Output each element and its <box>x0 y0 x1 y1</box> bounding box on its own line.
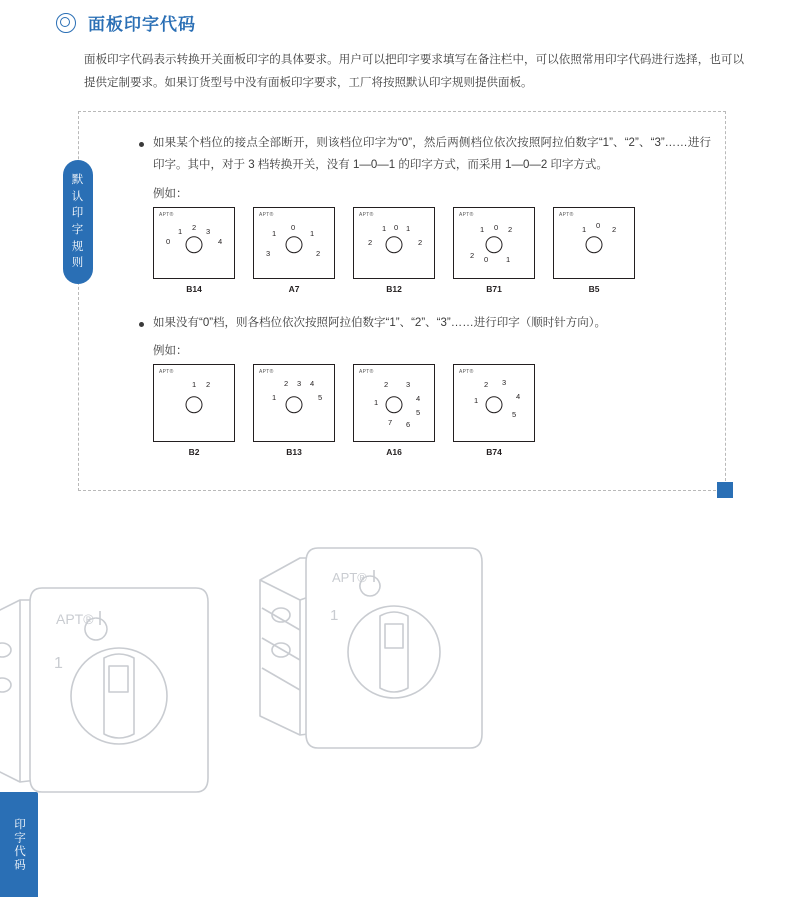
panel-number: 4 <box>218 236 223 246</box>
rule-item <box>139 312 711 334</box>
panel-number: 1 <box>310 228 315 238</box>
knob-icon <box>186 236 203 253</box>
panel-code: B13 <box>286 447 302 458</box>
svg-text:APT®: APT® <box>332 570 367 585</box>
panel-number: 0 <box>484 254 489 264</box>
panel-number: 2 <box>284 379 289 389</box>
panel-code: B14 <box>186 283 202 294</box>
panel-card <box>253 207 335 294</box>
bullet-dot-icon <box>139 322 144 327</box>
side-tab-default-print-rule <box>63 160 93 284</box>
panel-number: 4 <box>416 394 421 404</box>
panel-code: B12 <box>386 283 402 294</box>
panel-number: 3 <box>502 378 507 388</box>
knob-icon <box>586 236 603 253</box>
side-tab-char: 印 <box>71 207 85 220</box>
side-tab-char: 则 <box>71 257 85 270</box>
knob-icon <box>186 396 203 413</box>
panel-number: 6 <box>406 420 411 430</box>
panel-number: 4 <box>310 379 315 389</box>
panel-number: 1 <box>272 393 277 403</box>
panel-number: 2 <box>612 224 617 234</box>
brand-label: APT® <box>159 369 174 376</box>
svg-text:APT®: APT® <box>56 611 94 627</box>
double-circle-icon <box>56 13 76 33</box>
panel-number: 1 <box>374 398 379 408</box>
panel-face <box>253 364 335 442</box>
bullet-dot-icon <box>139 142 144 147</box>
panel-code: A7 <box>288 283 300 294</box>
side-tab-char: 规 <box>71 240 85 253</box>
panel-number: 2 <box>192 222 197 232</box>
panel-number: 0 <box>291 222 296 232</box>
panel-number: 3 <box>206 226 211 236</box>
brand-label: APT® <box>359 211 374 218</box>
panel-number: 2 <box>418 237 423 247</box>
svg-text:1: 1 <box>54 655 63 672</box>
panel-number: 2 <box>508 224 513 234</box>
panel-face <box>553 207 635 279</box>
panel-number: 0 <box>394 222 399 232</box>
panel-number: 2 <box>368 237 373 247</box>
knob-icon <box>486 236 503 253</box>
knob-icon <box>386 236 403 253</box>
panel-number: 5 <box>512 410 517 420</box>
panel-number: 1 <box>178 226 183 236</box>
panel-face <box>453 207 535 279</box>
example-label: 例如： <box>153 345 188 358</box>
brand-label: APT® <box>159 211 174 218</box>
page-header <box>0 0 790 35</box>
panel-card <box>253 364 335 457</box>
panel-face <box>153 207 235 279</box>
panel-code: B2 <box>188 447 200 458</box>
brand-label: APT® <box>359 369 374 376</box>
panel-number: 1 <box>506 254 511 264</box>
panel-card <box>353 364 435 457</box>
panel-number: 1 <box>272 228 277 238</box>
rules-container <box>71 111 726 491</box>
panel-number: 3 <box>297 379 302 389</box>
panel-number: 2 <box>470 250 475 260</box>
side-tab-char: 字 <box>71 224 85 237</box>
panel-number: 5 <box>416 408 421 418</box>
product-illustration <box>0 520 790 897</box>
panel-number: 1 <box>382 223 387 233</box>
panel-card <box>153 207 235 294</box>
panel-number: 2 <box>484 380 489 390</box>
panel-card <box>553 207 635 294</box>
panel-card <box>153 364 235 457</box>
switch-line-drawing <box>0 520 790 897</box>
panel-card <box>353 207 435 294</box>
rule-item <box>139 132 711 177</box>
decorative-square <box>717 482 733 498</box>
panel-row-group1 <box>153 207 711 294</box>
panel-code: B5 <box>588 283 600 294</box>
panel-code: B71 <box>486 283 502 294</box>
panel-number: 1 <box>192 380 197 390</box>
panel-number: 1 <box>480 224 485 234</box>
page-title: 面板印字代码 <box>88 15 196 34</box>
panel-number: 2 <box>316 248 321 258</box>
panel-number: 3 <box>406 380 411 390</box>
panel-face <box>453 364 535 442</box>
rule-text: 如果某个档位的接点全部断开，则该档位印字为“0”，然后两侧档位依次按照阿拉伯数字“1”、“2”、“3”……进行印字。其中，对于 3 档转换开关，没有 1—0—1 的印字方式，而采用 1—0—2 印字方式。 <box>153 137 711 172</box>
panel-number: 5 <box>318 393 323 403</box>
knob-icon <box>286 396 303 413</box>
panel-code: A16 <box>386 447 402 458</box>
panel-face <box>353 364 435 442</box>
panel-number: 2 <box>206 380 211 390</box>
knob-icon <box>386 396 403 413</box>
panel-number: 7 <box>388 418 393 428</box>
panel-number: 0 <box>166 236 171 246</box>
panel-face <box>153 364 235 442</box>
svg-text:1: 1 <box>330 607 339 624</box>
knob-icon <box>486 396 503 413</box>
panel-face <box>353 207 435 279</box>
panel-face <box>253 207 335 279</box>
panel-row-group2 <box>153 364 711 457</box>
panel-number: 1 <box>406 223 411 233</box>
brand-label: APT® <box>259 211 274 218</box>
panel-number: 3 <box>266 248 271 258</box>
panel-number: 1 <box>474 396 479 406</box>
panel-number: 4 <box>516 392 521 402</box>
footer-section-tab-label: 印字代码 <box>13 817 25 872</box>
rule-text: 如果没有“0”档，则各档位依次按照阿拉伯数字“1”、“2”、“3”……进行印字（顺时针方向）。 <box>153 316 606 329</box>
brand-label: APT® <box>259 369 274 376</box>
intro-paragraph: 面板印字代码表示转换开关面板印字的具体要求。用户可以把印字要求填写在备注栏中，可以依照常用印字代码进行选择，也可以提供定制要求。如果订货型号中没有面板印字要求，工厂将按照默认印字规则提供面板。 <box>84 54 744 89</box>
brand-label: APT® <box>459 369 474 376</box>
example-label: 例如： <box>153 187 188 200</box>
side-tab-char: 认 <box>71 190 85 203</box>
brand-label: APT® <box>459 211 474 218</box>
panel-number: 2 <box>384 380 389 390</box>
panel-number: 0 <box>494 222 499 232</box>
footer-section-tab <box>0 792 38 897</box>
knob-icon <box>286 236 303 253</box>
panel-card <box>453 364 535 457</box>
side-tab-char: 默 <box>71 174 85 186</box>
panel-code: B74 <box>486 447 502 458</box>
brand-label: APT® <box>559 211 574 218</box>
panel-number: 0 <box>596 220 601 230</box>
panel-card <box>453 207 535 294</box>
panel-number: 1 <box>582 224 587 234</box>
